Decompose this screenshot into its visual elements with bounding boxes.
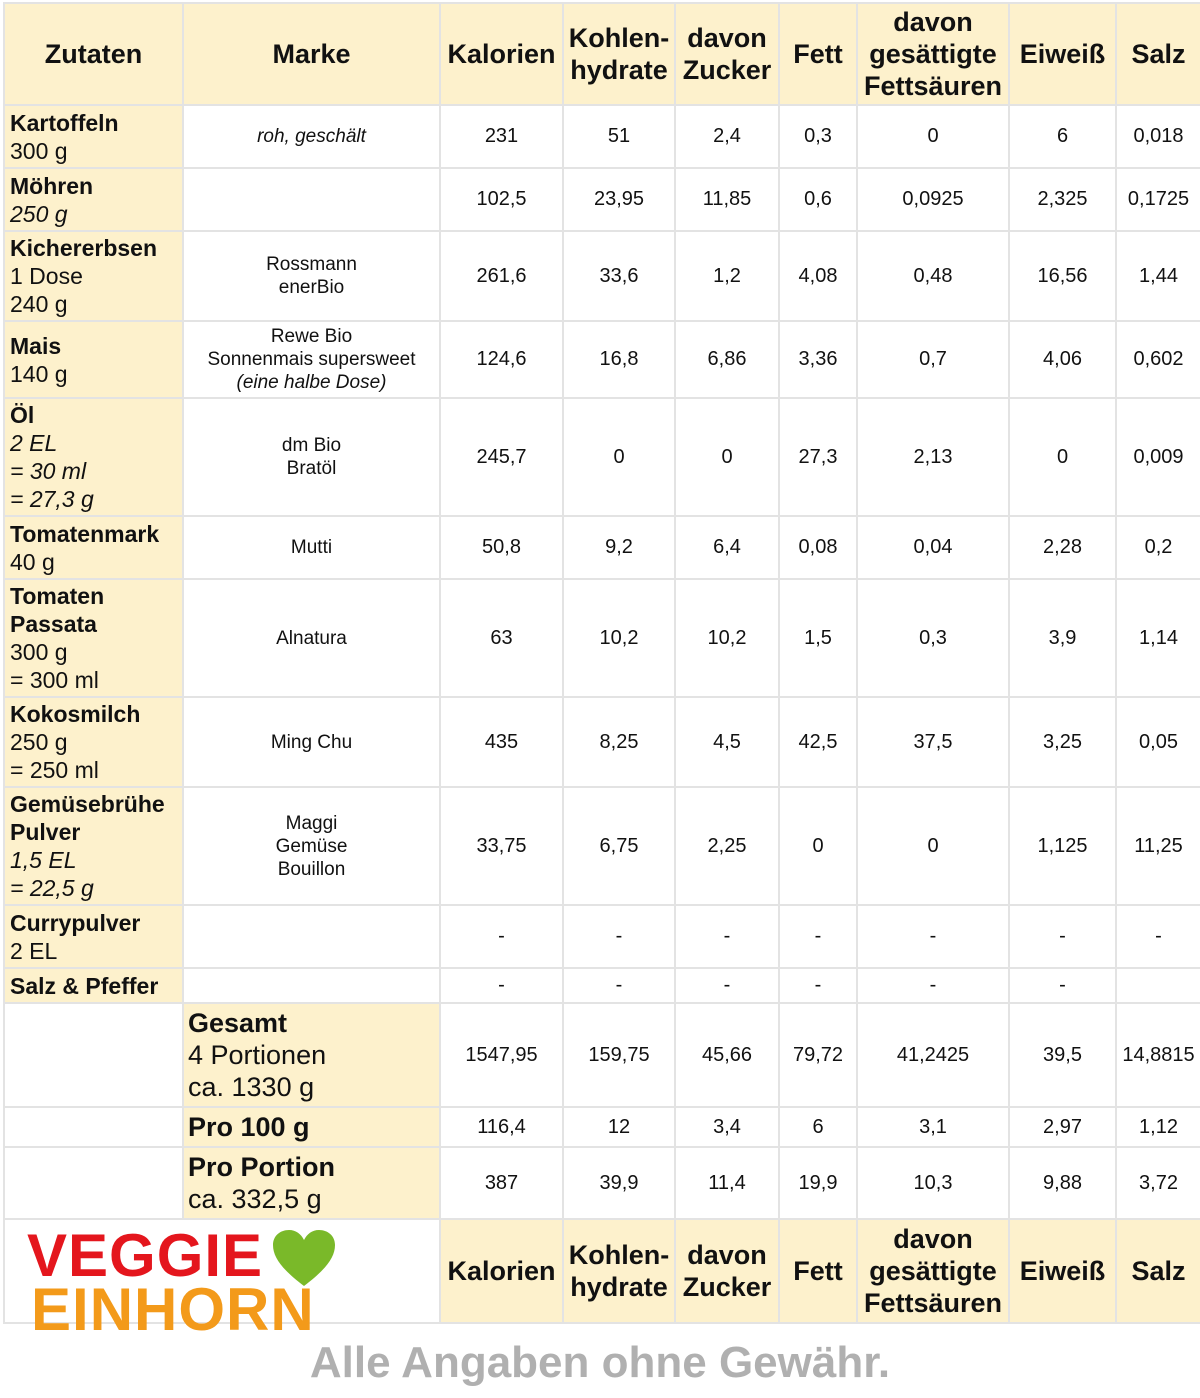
- ingredient-name-line: Tomatenmark: [10, 520, 160, 547]
- value-cell: -: [563, 905, 675, 968]
- brand-cell: [183, 516, 440, 579]
- value-cell: 0,05: [1116, 697, 1200, 787]
- summary-value-cell: 116,4: [440, 1107, 563, 1147]
- value-cell: -: [1009, 968, 1116, 1003]
- value-cell: 10,2: [675, 579, 779, 697]
- ingredient-name-line: Kokosmilch: [10, 701, 141, 727]
- header-kohlenhydrate: [563, 3, 675, 105]
- value-cell: 50,8: [440, 516, 563, 579]
- value-cell: 37,5: [857, 697, 1009, 787]
- header-kohlenhydrate-line1: Kohlen-: [568, 23, 670, 53]
- ingredient-name-line: Öl: [10, 402, 35, 428]
- summary-label: Pro Portion: [188, 1152, 335, 1182]
- value-cell: 0,602: [1116, 321, 1200, 398]
- ingredient-amount-line: 250 g: [10, 200, 68, 227]
- table-row: [4, 697, 1200, 787]
- value-cell: 0: [857, 787, 1009, 905]
- brand-name-line: enerBio: [278, 277, 345, 298]
- header-zucker: [675, 3, 779, 105]
- summary-value-cell: 1547,95: [440, 1003, 563, 1107]
- value-cell: 0,6: [779, 168, 857, 231]
- logo-line2: EINHORN: [31, 1276, 315, 1343]
- ingredient-amount-line: 1 Dose: [10, 263, 83, 289]
- summary-row: [4, 1003, 1200, 1107]
- value-cell: 6,4: [675, 516, 779, 579]
- value-cell: [1116, 968, 1200, 1003]
- value-cell: 1,2: [675, 231, 779, 321]
- summary-value-cell: 79,72: [779, 1003, 857, 1107]
- ingredient-cell: [4, 168, 183, 231]
- header-fett: Fett: [779, 3, 857, 105]
- value-cell: 27,3: [779, 398, 857, 516]
- ingredient-cell: [4, 905, 183, 968]
- value-cell: 2,25: [675, 787, 779, 905]
- summary-row: [4, 1147, 1200, 1219]
- value-cell: 8,25: [563, 697, 675, 787]
- summary-value-cell: 3,1: [857, 1107, 1009, 1147]
- brand-cell: [183, 231, 440, 321]
- summary-detail-line: ca. 1330 g: [188, 1072, 315, 1102]
- value-cell: -: [857, 968, 1009, 1003]
- ingredient-cell: [4, 105, 183, 168]
- header-row: [4, 3, 1200, 105]
- table-row: [4, 398, 1200, 516]
- table-row: [4, 905, 1200, 968]
- value-cell: 0,1725: [1116, 168, 1200, 231]
- value-cell: 6,75: [563, 787, 675, 905]
- ingredient-name-line: Möhren: [10, 172, 94, 199]
- header-salz: Salz: [1116, 3, 1200, 105]
- value-cell: 261,6: [440, 231, 563, 321]
- value-cell: 1,14: [1116, 579, 1200, 697]
- summary-value-cell: 12: [563, 1107, 675, 1147]
- value-cell: 124,6: [440, 321, 563, 398]
- header-zucker-line2: Zucker: [682, 55, 772, 85]
- ingredient-cell: [4, 398, 183, 516]
- brand-name-line: Mutti: [290, 537, 333, 558]
- empty-cell: [4, 1003, 183, 1107]
- value-cell: 0,04: [857, 516, 1009, 579]
- footer-header-salz: Salz: [1116, 1219, 1200, 1323]
- ingredient-amount-line: 140 g: [10, 360, 68, 387]
- value-cell: 1,44: [1116, 231, 1200, 321]
- ingredient-amount-line: = 27,3 g: [10, 486, 94, 512]
- summary-value-cell: 11,4: [675, 1147, 779, 1219]
- footer-header-kalorien: Kalorien: [440, 1219, 563, 1323]
- summary-row: [4, 1107, 1200, 1147]
- value-cell: 2,13: [857, 398, 1009, 516]
- ingredient-amount-line: = 300 ml: [10, 667, 99, 693]
- footer-header-eiweiss: Eiweiß: [1009, 1219, 1116, 1323]
- footer-header-fettsaeuren: [857, 1219, 1009, 1323]
- summary-value-cell: 2,97: [1009, 1107, 1116, 1147]
- summary-value-cell: 39,9: [563, 1147, 675, 1219]
- ingredient-cell: [4, 579, 183, 697]
- value-cell: 102,5: [440, 168, 563, 231]
- value-cell: -: [779, 968, 857, 1003]
- value-cell: -: [675, 905, 779, 968]
- summary-value-cell: 159,75: [563, 1003, 675, 1107]
- summary-value-cell: 41,2425: [857, 1003, 1009, 1107]
- table-row: [4, 168, 1200, 231]
- ingredient-amount-line: 250 g: [10, 729, 68, 755]
- brand-cell: [183, 697, 440, 787]
- value-cell: 42,5: [779, 697, 857, 787]
- ingredient-name-line: Mais: [10, 332, 62, 359]
- ingredient-name-line: Currypulver: [10, 909, 141, 936]
- ingredient-amount-line: 240 g: [10, 291, 68, 317]
- header-marke: Marke: [183, 3, 440, 105]
- value-cell: -: [440, 905, 563, 968]
- value-cell: 9,2: [563, 516, 675, 579]
- ingredient-cell: [4, 321, 183, 398]
- value-cell: 245,7: [440, 398, 563, 516]
- footer-header-fettsaeuren-line1: davon: [893, 1224, 973, 1254]
- value-cell: 2,325: [1009, 168, 1116, 231]
- value-cell: 435: [440, 697, 563, 787]
- value-cell: 63: [440, 579, 563, 697]
- header-fettsaeuren-line3: Fettsäuren: [863, 71, 1003, 101]
- summary-label-cell: [183, 1107, 440, 1147]
- ingredient-name-line: Kartoffeln: [10, 109, 119, 136]
- brand-name-line: Bratöl: [286, 458, 337, 479]
- empty-cell: [4, 1107, 183, 1147]
- footer-header-fettsaeuren-line2: gesättigte: [869, 1256, 997, 1286]
- ingredient-cell: [4, 231, 183, 321]
- value-cell: 0: [1009, 398, 1116, 516]
- ingredient-cell: [4, 516, 183, 579]
- empty-cell: [4, 1147, 183, 1219]
- summary-value-cell: 3,4: [675, 1107, 779, 1147]
- ingredient-amount-line: 2 EL: [10, 937, 58, 964]
- value-cell: -: [779, 905, 857, 968]
- brand-cell: [183, 168, 440, 231]
- header-fettsaeuren: [857, 3, 1009, 105]
- table-row: [4, 321, 1200, 398]
- summary-value-cell: 10,3: [857, 1147, 1009, 1219]
- value-cell: 33,75: [440, 787, 563, 905]
- brand-cell: [183, 398, 440, 516]
- ingredient-amount-line: 40 g: [10, 548, 55, 575]
- brand-name-line: Rewe Bio: [270, 326, 353, 347]
- value-cell: 11,85: [675, 168, 779, 231]
- value-cell: 6: [1009, 105, 1116, 168]
- brand-name-line: Gemüse: [275, 835, 348, 857]
- ingredient-name-line: Gemüsebrühe: [10, 791, 165, 817]
- value-cell: 3,25: [1009, 697, 1116, 787]
- disclaimer: Alle Angaben ohne Gewähr.: [309, 1338, 891, 1387]
- summary-detail-line: 4 Portionen: [188, 1040, 327, 1070]
- brand-note-line: (eine halbe Dose): [236, 372, 387, 393]
- value-cell: 0: [563, 398, 675, 516]
- value-cell: 0: [675, 398, 779, 516]
- ingredient-name-line: Pulver: [10, 819, 81, 845]
- summary-value-cell: 1,12: [1116, 1107, 1200, 1147]
- value-cell: 0,08: [779, 516, 857, 579]
- value-cell: 0,7: [857, 321, 1009, 398]
- brand-cell: [183, 787, 440, 905]
- header-zucker-line1: davon: [687, 23, 767, 53]
- brand-name-line: Rossmann: [266, 254, 357, 275]
- brand-name-line: Sonnenmais supersweet: [207, 349, 416, 370]
- footer-header-zucker: [675, 1219, 779, 1323]
- table-row: [4, 968, 1200, 1003]
- value-cell: 4,5: [675, 697, 779, 787]
- value-cell: 2,28: [1009, 516, 1116, 579]
- summary-value-cell: 39,5: [1009, 1003, 1116, 1107]
- value-cell: 231: [440, 105, 563, 168]
- summary-value-cell: 6: [779, 1107, 857, 1147]
- logo-line1: VEGGIE: [27, 1222, 264, 1289]
- summary-value-cell: 19,9: [779, 1147, 857, 1219]
- veggie-einhorn-logo: [4, 1219, 440, 1343]
- value-cell: 10,2: [563, 579, 675, 697]
- value-cell: 0: [779, 787, 857, 905]
- footer-header-row: [4, 1219, 1200, 1323]
- summary-value-cell: 14,8815: [1116, 1003, 1200, 1107]
- ingredient-name-line: Salz & Pfeffer: [10, 972, 159, 999]
- value-cell: -: [1116, 905, 1200, 968]
- ingredient-amount-line: 1,5 EL: [10, 847, 77, 873]
- ingredient-amount-line: 300 g: [10, 639, 68, 665]
- summary-label-cell: [183, 1147, 440, 1219]
- value-cell: 0: [857, 105, 1009, 168]
- brand-name-line: Maggi: [285, 812, 338, 834]
- header-fettsaeuren-line1: davon: [893, 7, 973, 37]
- brand-name-line: Bouillon: [277, 858, 346, 880]
- ingredient-name-line: Tomaten: [10, 583, 105, 609]
- summary-value-cell: 3,72: [1116, 1147, 1200, 1219]
- value-cell: 16,56: [1009, 231, 1116, 321]
- value-cell: 6,86: [675, 321, 779, 398]
- table-row: [4, 516, 1200, 579]
- footer-header-fettsaeuren-line3: Fettsäuren: [863, 1288, 1003, 1318]
- value-cell: -: [675, 968, 779, 1003]
- brand-cell: [183, 905, 440, 968]
- header-eiweiss: Eiweiß: [1009, 3, 1116, 105]
- value-cell: 0,48: [857, 231, 1009, 321]
- header-kohlenhydrate-line2: hydrate: [570, 55, 668, 85]
- table-row: [4, 579, 1200, 697]
- footer-header-kohlenhydrate-line2: hydrate: [570, 1272, 668, 1302]
- footer-header-fett: Fett: [779, 1219, 857, 1323]
- header-zutaten: Zutaten: [4, 3, 183, 105]
- brand-note-line: roh, geschält: [257, 126, 366, 147]
- value-cell: 0,3: [779, 105, 857, 168]
- value-cell: 23,95: [563, 168, 675, 231]
- value-cell: 2,4: [675, 105, 779, 168]
- summary-label-cell: [183, 1003, 440, 1107]
- value-cell: 0,2: [1116, 516, 1200, 579]
- value-cell: 1,5: [779, 579, 857, 697]
- brand-cell: [183, 579, 440, 697]
- table-row: [4, 105, 1200, 168]
- ingredient-cell: [4, 968, 183, 1003]
- value-cell: -: [857, 905, 1009, 968]
- ingredient-amount-line: 2 EL: [10, 430, 58, 456]
- summary-label: Pro 100 g: [188, 1112, 310, 1142]
- heart-icon: [273, 1230, 335, 1288]
- value-cell: 0,3: [857, 579, 1009, 697]
- value-cell: 1,125: [1009, 787, 1116, 905]
- brand-name-line: Ming Chu: [270, 731, 353, 753]
- footer-header-kohlenhydrate: [563, 1219, 675, 1323]
- table-row: [4, 231, 1200, 321]
- value-cell: 0,009: [1116, 398, 1200, 516]
- table-row: [4, 787, 1200, 905]
- value-cell: 11,25: [1116, 787, 1200, 905]
- ingredient-name-line: Passata: [10, 611, 97, 637]
- brand-name-line: dm Bio: [281, 435, 342, 456]
- summary-detail-line: ca. 332,5 g: [188, 1184, 322, 1214]
- footer-header-kohlenhydrate-line1: Kohlen-: [568, 1240, 670, 1270]
- ingredient-name-line: Kichererbsen: [10, 235, 158, 261]
- footer-header-zucker-line2: Zucker: [682, 1272, 772, 1302]
- ingredient-cell: [4, 787, 183, 905]
- header-kalorien: Kalorien: [440, 3, 563, 105]
- value-cell: 16,8: [563, 321, 675, 398]
- summary-value-cell: 387: [440, 1147, 563, 1219]
- brand-cell: [183, 105, 440, 168]
- summary-value-cell: 45,66: [675, 1003, 779, 1107]
- summary-label: Gesamt: [188, 1008, 288, 1038]
- summary-value-cell: 9,88: [1009, 1147, 1116, 1219]
- value-cell: -: [440, 968, 563, 1003]
- ingredient-amount-line: = 30 ml: [10, 458, 87, 484]
- ingredient-amount-line: 300 g: [10, 137, 68, 164]
- value-cell: -: [563, 968, 675, 1003]
- value-cell: 51: [563, 105, 675, 168]
- value-cell: 4,06: [1009, 321, 1116, 398]
- value-cell: -: [1009, 905, 1116, 968]
- ingredient-amount-line: = 250 ml: [10, 757, 99, 783]
- footer-header-zucker-line1: davon: [687, 1240, 767, 1270]
- brand-cell: [183, 968, 440, 1003]
- value-cell: 0,0925: [857, 168, 1009, 231]
- ingredient-cell: [4, 697, 183, 787]
- nutrition-table: [3, 2, 1200, 1343]
- brand-cell: [183, 321, 440, 398]
- header-fettsaeuren-line2: gesättigte: [869, 39, 997, 69]
- ingredient-amount-line: = 22,5 g: [10, 875, 94, 901]
- value-cell: 3,36: [779, 321, 857, 398]
- value-cell: 4,08: [779, 231, 857, 321]
- value-cell: 0,018: [1116, 105, 1200, 168]
- value-cell: 33,6: [563, 231, 675, 321]
- brand-name-line: Alnatura: [276, 627, 347, 649]
- value-cell: 3,9: [1009, 579, 1116, 697]
